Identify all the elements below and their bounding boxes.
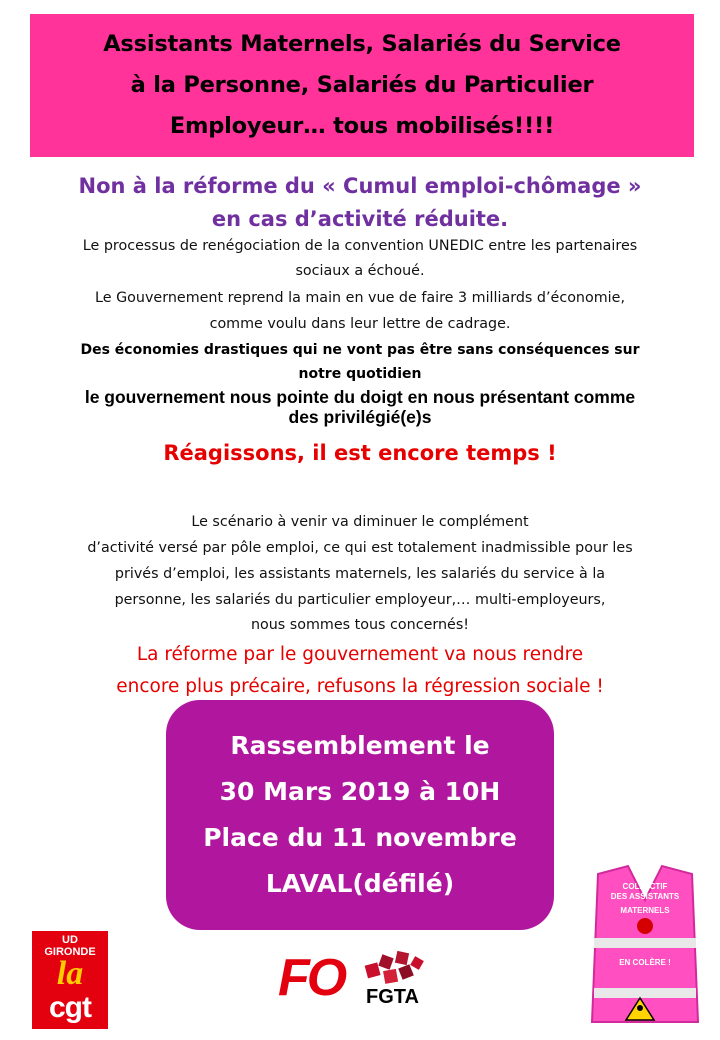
cgt-logo-la-text: la [56,955,84,992]
rally-place-line: Place du 11 novembre [203,823,517,852]
consequences-line-1: Des économies drastiques qui ne vont pas être sans conséquences sur [80,342,640,358]
subtitle-line-1: Non à la réforme du « Cumul emploi-chômage » [78,174,642,198]
vest-text-line-4: EN COLÈRE ! [619,958,671,967]
cgt-logo-gironde-text: GIRONDE [44,946,96,958]
cgt-union-logo [32,931,108,1029]
rally-date-line: 30 Mars 2019 à 10H [219,777,501,806]
rally-city-line: LAVAL(défilé) [265,869,455,898]
header-title-line-1: Assistants Maternels, Salariés du Service [103,31,621,57]
accusation-line-2: des privilégié(e)s [288,407,432,427]
warning-line-1: La réforme par le gouvernement va nous rendre [136,644,584,665]
call-to-action: Réagissons, il est encore temps ! [163,441,557,465]
pink-safety-vest-icon [588,862,702,1032]
fo-fgta-union-logo [278,948,438,1028]
intro-line-2: sociaux a échoué. [295,263,425,279]
intro-line-1: Le processus de renégociation de la convention UNEDIC entre les partenaires [82,238,638,254]
scenario-line-3: privés d’emploi, les assistants maternels, les salariés du service à la [114,566,606,582]
accusation-line-1: le gouvernement nous pointe du doigt en nous présentant comme [84,387,636,407]
header-title-line-3: Employeur… tous mobilisés!!!! [169,113,555,139]
scenario-line-1: Le scénario à venir va diminuer le complément [191,514,529,530]
consequences-line-2: notre quotidien [298,366,422,382]
fo-logo-fgta-text: FGTA [366,986,419,1008]
intro-line-3: Le Gouvernement reprend la main en vue de faire 3 milliards d’économie, [95,290,625,306]
vest-text-line-2: DES ASSISTANTS [610,892,680,901]
fo-logo-mark: FO [278,949,345,1007]
scenario-line-2: d’activité versé par pôle emploi, ce qui est totalement inadmissible pour les [87,540,633,556]
vest-text-line-1: COLLECTIF [622,882,668,891]
header-banner [30,14,694,157]
cgt-logo-ud-text: UD [62,934,78,946]
rally-announcement-box [166,700,554,930]
scenario-line-5: nous sommes tous concernés! [250,617,470,633]
subtitle-line-2: en cas d’activité réduite. [211,207,509,231]
intro-line-4: comme voulu dans leur lettre de cadrage. [209,316,511,332]
cgt-logo-word: cgt [49,991,91,1024]
scenario-line-4: personne, les salariés du particulier employeur,… multi-employeurs, [114,592,606,608]
warning-line-2: encore plus précaire, refusons la régression sociale ! [116,676,604,697]
rally-line-1: Rassemblement le [230,731,490,760]
fo-logo-squares-icon [362,950,426,986]
header-title-line-2: à la Personne, Salariés du Particulier [130,72,594,98]
vest-text-line-3: MATERNELS [620,906,670,915]
